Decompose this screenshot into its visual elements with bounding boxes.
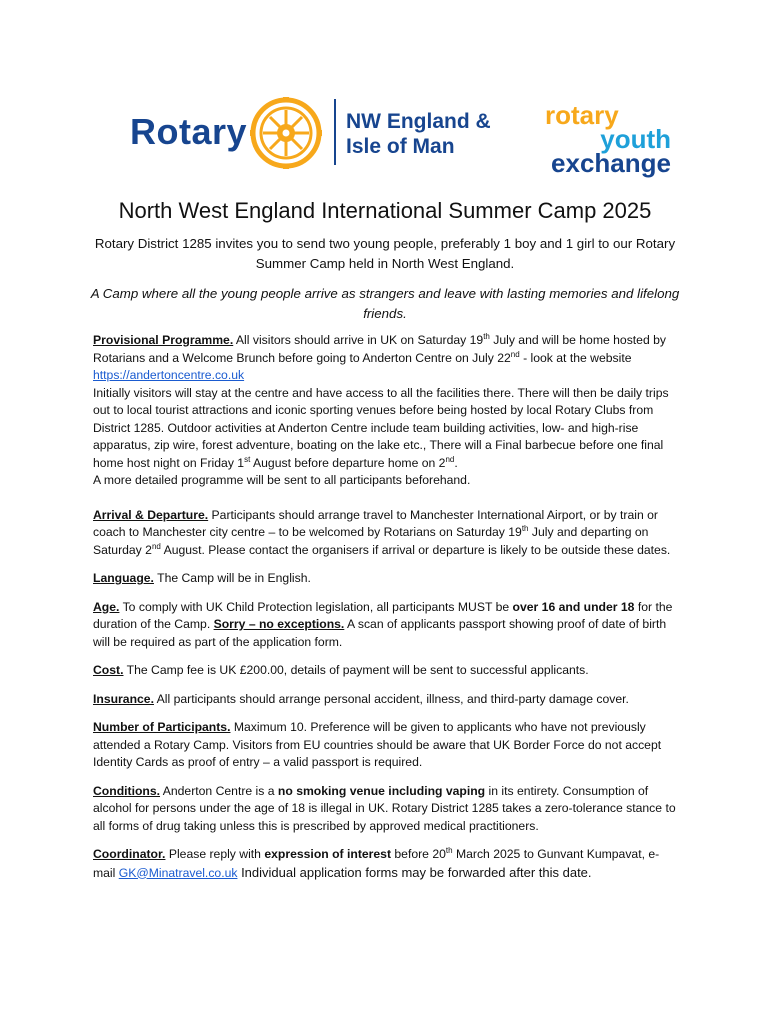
section-participants: Number of Participants. Maximum 10. Preference will be given to applicants who have not previously attended a Rotary Camp. Visitors from EU countries should be aware that UK Border Force do not accept Identity Cards as proof of entry – a valid passport is required. (93, 720, 662, 769)
rotary-wheel-logo (250, 97, 322, 169)
tagline: A Camp where all the young people arrive as strangers and leave with lasting memories and lifelong friends. (90, 286, 680, 321)
section-arrival: Arrival & Departure. Participants should arrange travel to Manchester International Airport, or by train or coach to Manchester city centre – to be welcomed by Rotarians on Saturday 19th July and departing on Saturday 2nd August. Please contact the organisers if arrival or departure is likely to be outside these dates. (93, 507, 671, 557)
coordinator-email-link[interactable]: GK@Minatravel.co.uk (118, 865, 238, 880)
rotary-wordmark: Rotary (130, 111, 248, 152)
section-language: Language. The Camp will be in English. (93, 571, 311, 585)
intro-paragraph: Rotary District 1285 invites you to send two young people, preferably 1 boy and 1 girl to our Rotary Summer Camp held in North West England. (94, 236, 676, 271)
section-conditions: Conditions. Anderton Centre is a no smoking venue including vaping in its entirety. Consumption of alcohol for persons under the age of 18 is illegal in UK. Rotary District 1285 takes a zero-tolerance stance to all forms of drug taking unless this is prescribed by approved medical practitioners. (93, 783, 676, 833)
district-name: NW England & Isle of Man (346, 110, 491, 158)
page-title: North West England International Summer Camp 2025 (118, 198, 652, 223)
rotary-youth-exchange-logo: rotary youth exchange (545, 100, 671, 178)
section-coordinator: Coordinator. Please reply with expression of interest before 20th March 2025 to Gunvant Kumpavat, e-mail GK@Minatravel.co.uk Individual application forms may be forwarded after this date. (93, 845, 660, 880)
section-programme: Provisional Programme. All visitors should arrive in UK on Saturday 19th July and will be home hosted by Rotarians and a Welcome Brunch before going to Anderton Centre on July 22nd - look at the website https://andertoncentre.co.uk Initially visitors will stay at the centre and have access to all the facilities there. There will then be daily trips out to local tourist attractions and iconic sporting venues before being hosted by local Rotary Clubs from District 1285. Outdoor activities at Anderton Centre include team building activities, low- and high-rise apparatus, zip wire, forest adventure, boating on the lake etc., There will a Final barbecue before one final home host night on Friday 1st August before departure home on 2nd. A more detailed programme will be sent to all participants beforehand. (93, 331, 669, 487)
anderton-centre-link[interactable]: https://andertoncentre.co.uk (93, 368, 245, 382)
letterhead (0, 95, 770, 185)
document-body (93, 332, 677, 893)
section-insurance: Insurance. All participants should arrange personal accident, illness, and third-party damage cover. (93, 691, 629, 706)
section-cost: Cost. The Camp fee is UK £200.00, details of payment will be sent to successful applicants. (93, 663, 589, 677)
logo-divider (334, 99, 336, 165)
section-age: Age. To comply with UK Child Protection legislation, all participants MUST be over 16 and under 18 for the duration of the Camp. Sorry – no exceptions. A scan of applicants passport showing proof of date of birth will be required as part of the application form. (93, 599, 673, 649)
